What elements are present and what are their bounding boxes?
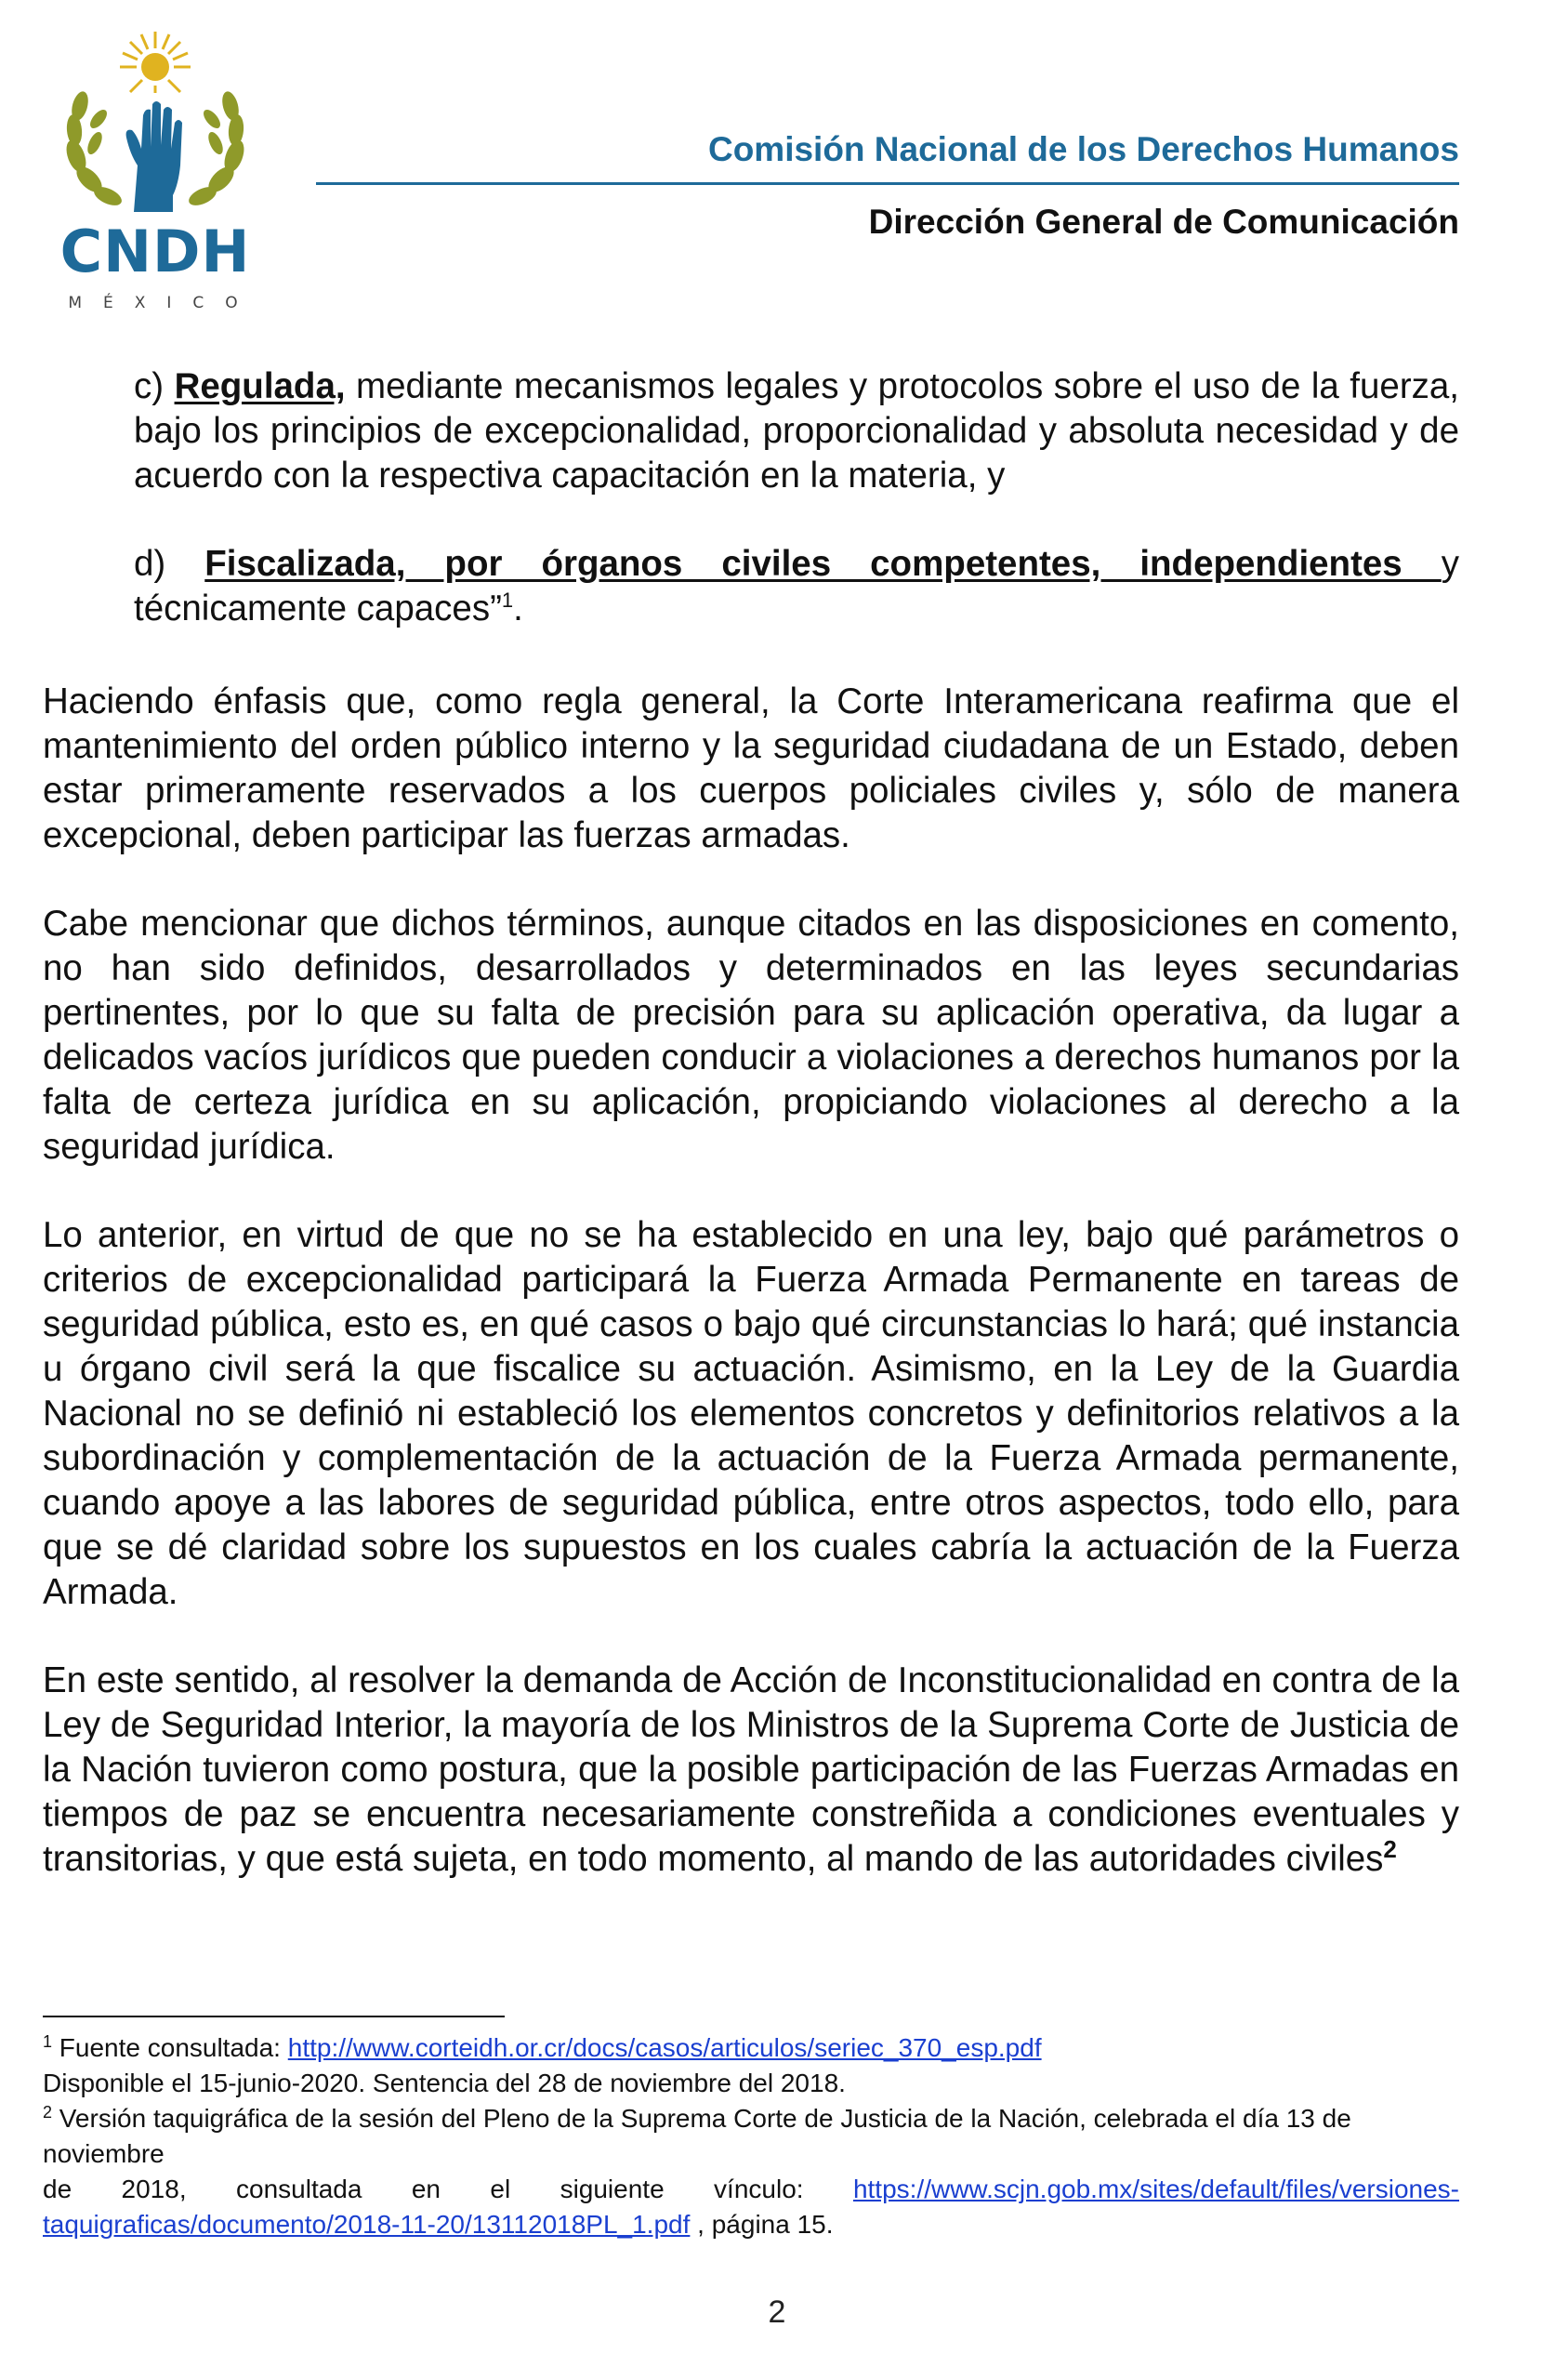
- footnote-1-number: 1: [43, 2032, 53, 2051]
- list-item-d: d) Fiscalizada, por órganos civiles competentes, independientes y técnicamente capaces”$^1$.: [134, 544, 1459, 628]
- organization-title: Comisión Nacional de los Derechos Humanos: [707, 130, 1459, 168]
- footnote-2: [43, 2101, 1459, 2172]
- header-divider: [316, 182, 1459, 185]
- footnote-1-line2: Disponible el 15-junio-2020. Sentencia del 28 de noviembre del 2018.: [43, 2069, 846, 2097]
- footnote-2-line3: [43, 2207, 1459, 2242]
- list-text-d-line2: técnicamente capaces”: [134, 588, 502, 628]
- footnote-2-line2-text: de 2018, consultada en el siguiente vínculo:: [43, 2175, 853, 2203]
- list-label-fiscalizada: Fiscalizada, por órganos civiles competentes, independientes: [204, 544, 1442, 584]
- footnote-2-link-part2[interactable]: taquigraficas/documento/2018-11-20/13112018PL_1.pdf: [43, 2210, 691, 2239]
- footnote-1: [43, 2030, 1459, 2066]
- footnote-2-link-part1[interactable]: https://www.scjn.gob.mx/sites/default/files/versiones-: [852, 2175, 1459, 2203]
- cndh-logo: [48, 26, 262, 312]
- logo-wordmark: CNDH: [59, 218, 251, 285]
- paragraph-4: [43, 1659, 1459, 1882]
- page-number: 2: [768, 2294, 786, 2330]
- list-text-d-y: y: [1441, 544, 1459, 584]
- list-marker-d: d): [134, 544, 166, 584]
- paragraph-1: Haciendo énfasis que, como regla general, la Corte Interamericana reafirma que el mantenimiento del orden público interno y la seguridad ciudadana de un Estado, deben estar primeramente reservados a los cuerpos policiales civiles y, sólo de manera excepcional, deben participar las fuerzas armadas.: [43, 681, 1459, 855]
- footnote-2-line1: Versión taquigráfica de la sesión del Pleno de la Suprema Corte de Justicia de la Nación, celebrada el día 13 de noviembre: [43, 2104, 1351, 2168]
- paragraph-3: Lo anterior, en virtud de que no se ha establecido en una ley, bajo qué parámetros o criterios de excepcionalidad participará la Fuerza Armada Permanente en tareas de seguridad pública, esto es, en qué casos o bajo qué circunstancias lo hará; qué instancia u órgano civil será la que fiscalice su actuación. Asimismo, en la Ley de la Guardia Nacional no se definió ni estableció los elementos concretos y definitorios relativos a la subordinación y complementación de la actuación de la Fuerza Armada permanente, cuando apoye a las labores de seguridad pública, entre otros aspectos, todo ello, para que se dé claridad sobre los supuestos en los cuales cabría la actuación de la Fuerza Armada.: [43, 1215, 1459, 1612]
- department-title: Dirección General de Comunicación: [868, 203, 1459, 241]
- list-item-c: [43, 364, 1459, 498]
- paragraph-2: Cabe mencionar que dichos términos, aunque citados en las disposiciones en comento, no han sido definidos, desarrollados y determinados en las leyes secundarias pertinentes, por lo que su falta de precisión para su aplicación operativa, da lugar a delicados vacíos jurídicos que pueden conducir a violaciones a derechos humanos por la falta de certeza jurídica en su aplicación, propiciando violaciones al derecho a la seguridad jurídica.: [43, 904, 1459, 1167]
- logo-country: MÉXICO: [68, 294, 259, 312]
- footnote-divider: [43, 2016, 505, 2017]
- footnote-2-number: 2: [43, 2103, 53, 2122]
- footnote-ref-2[interactable]: 2: [1383, 1835, 1397, 1863]
- paragraph-4-text: En este sentido, al resolver la demanda de Acción de Inconstitucionalidad en contra de la Ley de Seguridad Interior, la mayoría de los Ministros de la Suprema Corte de Justicia de la Nación tuvieron como postura, que la posible participación de las Fuerzas Armadas en tiempos de paz se encuentra necesariamente constreñida a condiciones eventuales y transitorias, y que está sujeta, en todo momento, al mando de las autoridades civiles: [43, 1660, 1459, 1879]
- footnote-2-line2: [43, 2172, 1459, 2207]
- footnote-1-label: Fuente consultada:: [59, 2033, 288, 2062]
- list-item-d-line1: [134, 542, 1459, 587]
- footnote-2-tail: , página 15.: [690, 2210, 834, 2239]
- list-text-c: mediante mecanismos legales y protocolos sobre el uso de la fuerza, bajo los principios de excepcionalidad, proporcionalidad y absoluta necesidad y de acuerdo con la respectiva capacitación en la materia, y: [134, 366, 1459, 496]
- list-label-regulada: Regulada,: [174, 366, 346, 406]
- footnote-1-link[interactable]: http://www.corteidh.or.cr/docs/casos/articulos/seriec_370_esp.pdf: [287, 2033, 1042, 2062]
- footnotes: [43, 2030, 1459, 2242]
- cndh-emblem-icon: [48, 26, 262, 221]
- document-body: [43, 364, 1459, 1925]
- footnote-ref-1[interactable]: 1: [501, 588, 514, 612]
- list-marker-c: c): [134, 366, 165, 406]
